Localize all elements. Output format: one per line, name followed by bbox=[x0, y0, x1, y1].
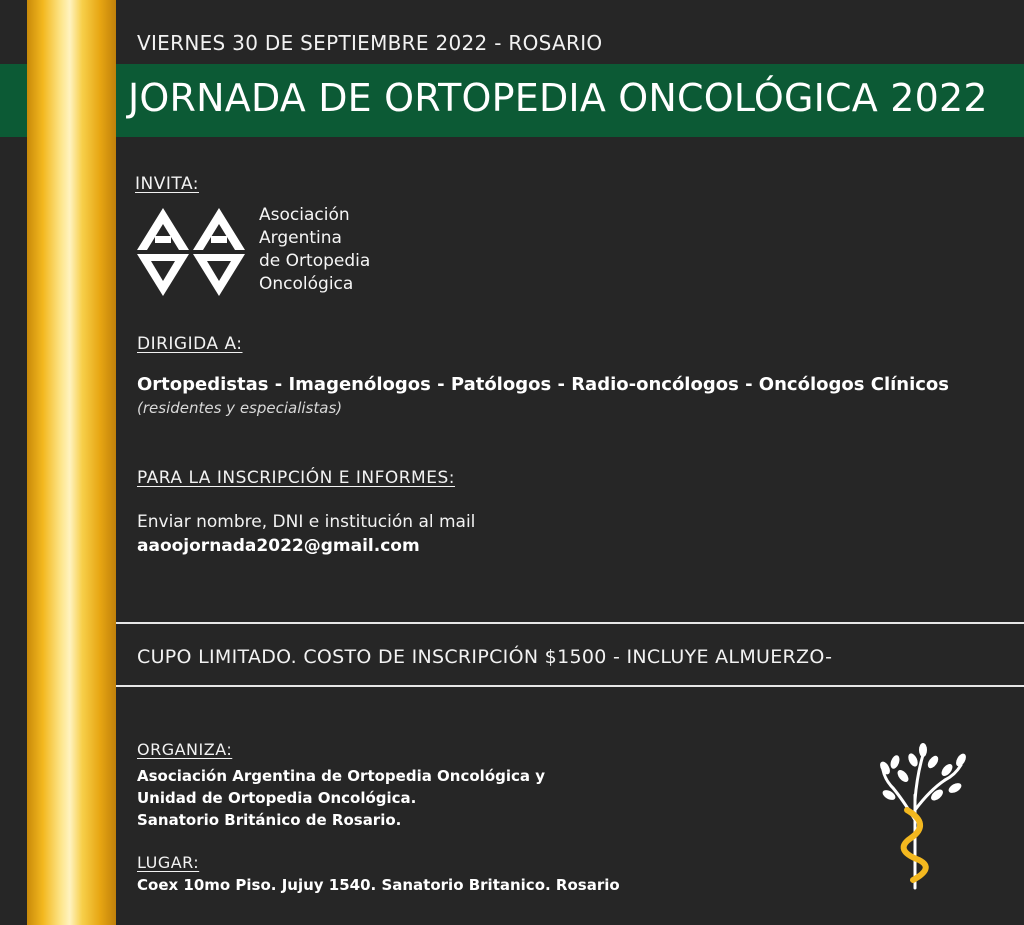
association-name bbox=[259, 204, 370, 296]
organiza-line-2: Unidad de Ortopedia Oncológica. bbox=[137, 789, 417, 807]
association-line-1: Asociación bbox=[259, 205, 350, 225]
association-line-2: Argentina bbox=[259, 228, 342, 248]
invita-heading: INVITA: bbox=[135, 174, 199, 194]
inscripcion-heading: PARA LA INSCRIPCIÓN E INFORMES: bbox=[137, 468, 455, 488]
inscripcion-instruction: Enviar nombre, DNI e institución al mail bbox=[137, 512, 476, 532]
event-title: JORNADA DE ORTOPEDIA ONCOLÓGICA 2022 bbox=[128, 76, 988, 120]
lugar-heading: LUGAR: bbox=[137, 853, 200, 872]
dirigida-heading: DIRIGIDA A: bbox=[137, 334, 243, 354]
association-line-3: de Ortopedia bbox=[259, 251, 371, 271]
divider-top bbox=[116, 622, 1024, 624]
tree-of-andry-icon bbox=[875, 740, 967, 892]
audience-note: (residentes y especialistas) bbox=[137, 399, 343, 417]
cupo-text: CUPO LIMITADO. COSTO DE INSCRIPCIÓN $1500 - INCLUYE ALMUERZO- bbox=[137, 646, 833, 668]
gold-vertical-bar bbox=[27, 0, 116, 925]
aaoo-logo-icon bbox=[135, 206, 247, 298]
lugar-address: Coex 10mo Piso. Jujuy 1540. Sanatorio Britanico. Rosario bbox=[137, 876, 620, 894]
audience-list: Ortopedistas - Imagenólogos - Patólogos - Radio-oncólogos - Oncólogos Clínicos bbox=[137, 374, 950, 395]
organiza-line-3: Sanatorio Británico de Rosario. bbox=[137, 811, 402, 829]
title-band-left bbox=[0, 64, 27, 137]
inscripcion-email[interactable]: aaoojornada2022@gmail.com bbox=[137, 536, 420, 556]
organiza-list bbox=[137, 765, 545, 831]
event-date: VIERNES 30 DE SEPTIEMBRE 2022 - ROSARIO bbox=[137, 31, 603, 55]
organiza-heading: ORGANIZA: bbox=[137, 740, 233, 759]
association-line-4: Oncológica bbox=[259, 274, 354, 294]
organiza-line-1: Asociación Argentina de Ortopedia Oncológica y bbox=[137, 767, 546, 785]
divider-bottom bbox=[116, 685, 1024, 687]
